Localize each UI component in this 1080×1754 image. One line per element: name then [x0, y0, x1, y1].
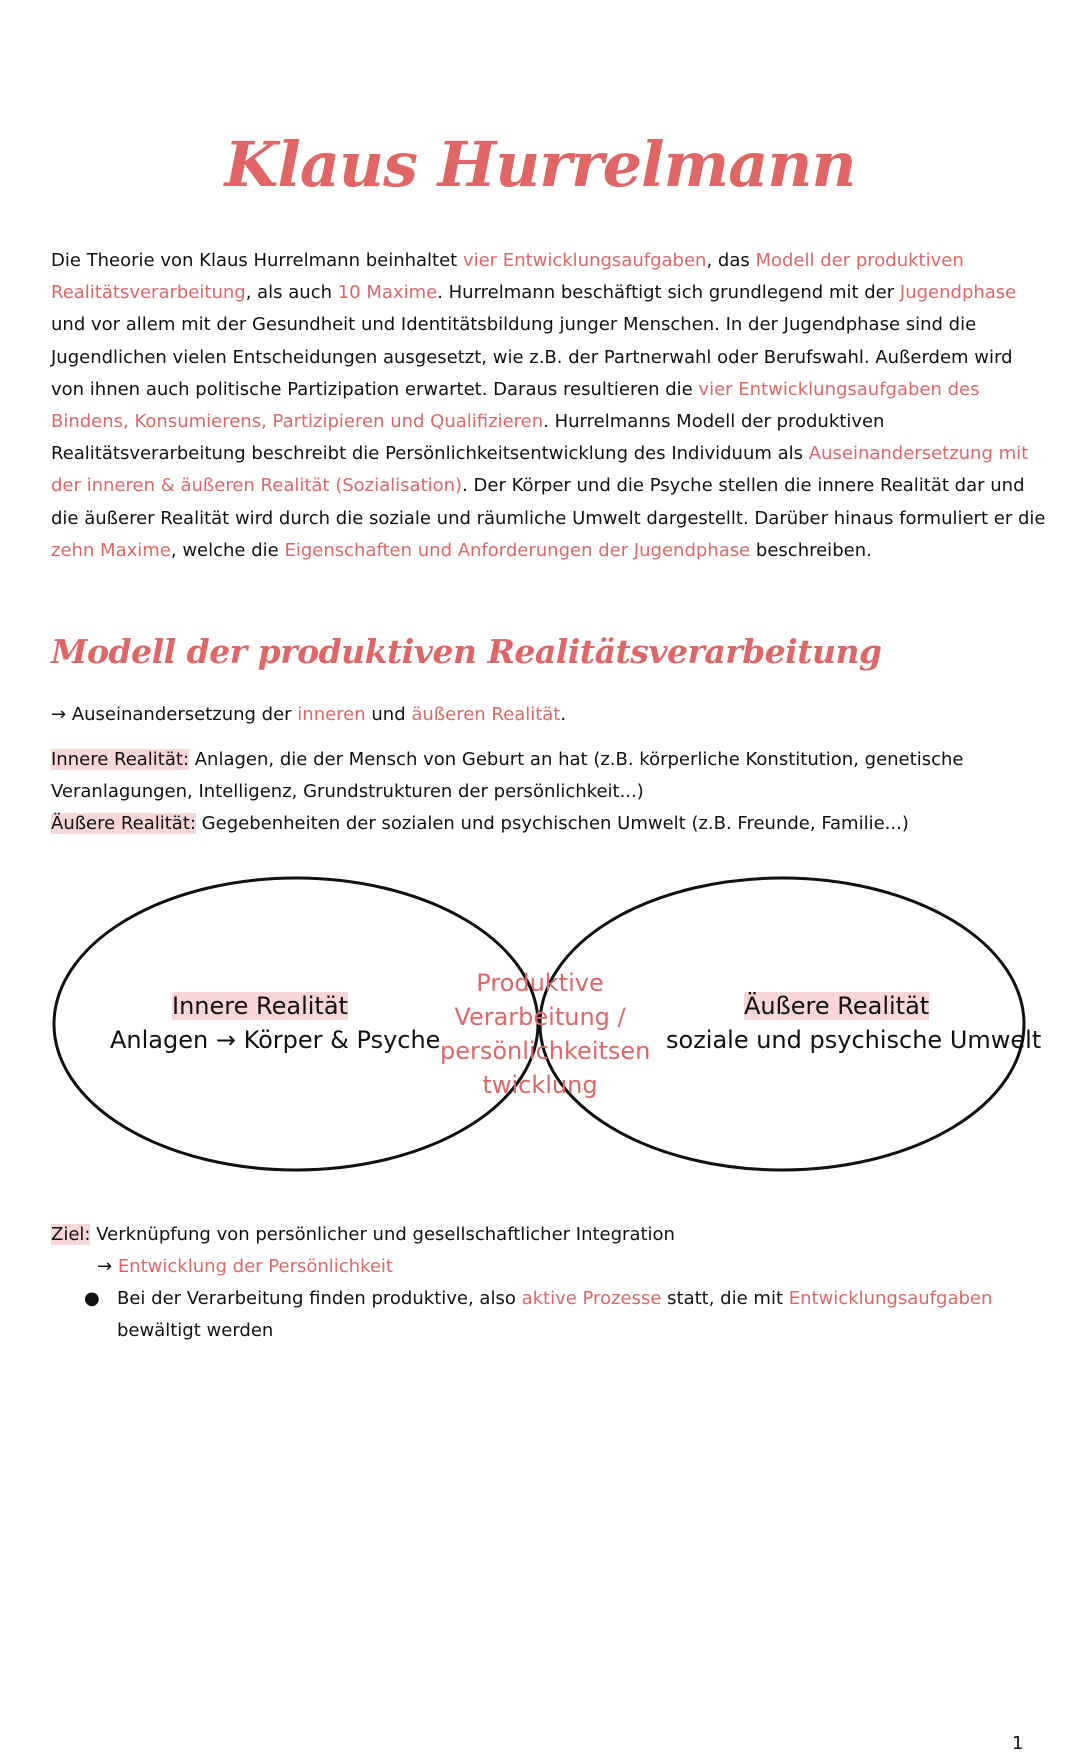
- outer-reality-label: Äußere Realität:: [51, 813, 196, 834]
- arrow-line-text: und: [365, 704, 412, 725]
- center-line: Verarbeitung /: [454, 1003, 626, 1031]
- right-subtitle: soziale und psychische Umwelt: [666, 1026, 1042, 1054]
- center-line: Produktive: [476, 969, 604, 997]
- outer-reality-text: Gegebenheiten der sozialen und psychischen Umwelt (z.B. Freunde, Familie...): [195, 813, 909, 834]
- intro-text: Die Theorie von Klaus Hurrelmann beinhaltet: [51, 250, 463, 271]
- center-label: [440, 966, 651, 1102]
- intro-text: . Der Körper und die Psyche stellen die innere Realität dar und die äußerer Realität wird durch die soziale und räumliche Umwelt dargestellt. Darüber hinaus formuliert er die: [51, 475, 1046, 529]
- intro-highlight: Jugendphase: [899, 282, 1017, 304]
- arrow-icon: →: [97, 1256, 118, 1277]
- intro-highlight: vier Entwicklungsaufgaben: [462, 250, 707, 271]
- arrow-line: [51, 704, 566, 725]
- arrow-line-text: .: [560, 704, 567, 725]
- bullet-highlight: aktive Prozesse: [521, 1288, 662, 1309]
- page-title: Klaus Hurrelmann: [224, 128, 856, 201]
- left-title: Innere Realität: [172, 992, 348, 1020]
- goal-sub: [97, 1251, 393, 1283]
- intro-text: und vor allem mit der Gesundheit und Identitätsbildung junger Menschen. In der Jugendphase sind die Jugendlichen vielen Entscheidungen ausgesetzt, wie z.B. der Partnerwahl oder Berufswahl. Außerdem wird von ihnen auch politische Partizipation erwartet. Daraus resultieren die: [51, 314, 1013, 400]
- bullet-icon: ●: [84, 1288, 100, 1309]
- right-title: Äußere Realität: [744, 992, 930, 1020]
- intro-highlight: vier Entwicklungsaufgaben des Bindens, Konsumierens, Partizipieren und Qualifizieren: [51, 378, 980, 433]
- goal-label: Ziel:: [51, 1224, 91, 1245]
- goal-line: [51, 1219, 675, 1251]
- intro-highlight: 10 Maxime: [337, 282, 438, 304]
- bullet-text: Bei der Verarbeitung finden produktive, also aktive Prozesse statt, die mit Entwicklungsaufgaben bewältigt werden: [117, 1288, 993, 1341]
- intro-text: , welche die: [170, 539, 285, 561]
- center-line: twicklung: [482, 1071, 598, 1099]
- intro-text: , als auch: [245, 282, 338, 304]
- arrow-line-highlight: äußeren Realität: [411, 704, 561, 725]
- arrow-icon: →: [51, 704, 67, 725]
- bullet-highlight: Entwicklungsaufgaben: [788, 1288, 993, 1309]
- definitions: [51, 744, 1041, 840]
- page-number: 1: [1012, 1733, 1024, 1754]
- venn-diagram: [0, 860, 1080, 1190]
- intro-text: . Hurrelmanns Modell der produktiven Realitätsverarbeitung beschreibt die Persönlichkeitsentwicklung des Individuum als: [51, 411, 885, 465]
- center-line: persönlichkeitsen: [440, 1037, 651, 1065]
- intro-text: , das: [706, 250, 756, 271]
- intro-paragraph: [51, 245, 1046, 567]
- intro-highlight: zehn Maxime: [51, 539, 171, 561]
- left-subtitle: Anlagen → Körper & Psyche: [110, 1026, 441, 1054]
- arrow-line-text: Auseinandersetzung der: [66, 704, 298, 725]
- intro-text: . Hurrelmann beschäftigt sich grundlegend mit der: [437, 282, 900, 304]
- goal-text: Verknüpfung von persönlicher und gesellschaftlicher Integration: [90, 1224, 675, 1245]
- section-heading: Modell der produktiven Realitätsverarbeitung: [51, 632, 882, 671]
- arrow-line-highlight: inneren: [297, 704, 366, 725]
- inner-reality-label: Innere Realität:: [51, 749, 190, 770]
- intro-highlight: Eigenschaften und Anforderungen der Jugendphase: [284, 539, 751, 561]
- inner-reality-text: Anlagen, die der Mensch von Geburt an hat (z.B. körperliche Konstitution, genetische Veranlagungen, Intelligenz, Grundstrukturen der persönlichkeit...): [51, 749, 964, 802]
- intro-highlight: Auseinandersetzung mit der inneren & äußeren Realität (Sozialisation): [51, 443, 1029, 497]
- intro-text: beschreiben.: [750, 539, 872, 561]
- goal-sub-text: Entwicklung der Persönlichkeit: [117, 1256, 393, 1277]
- intro-highlight: Modell der produktiven Realitätsverarbeitung: [51, 250, 964, 304]
